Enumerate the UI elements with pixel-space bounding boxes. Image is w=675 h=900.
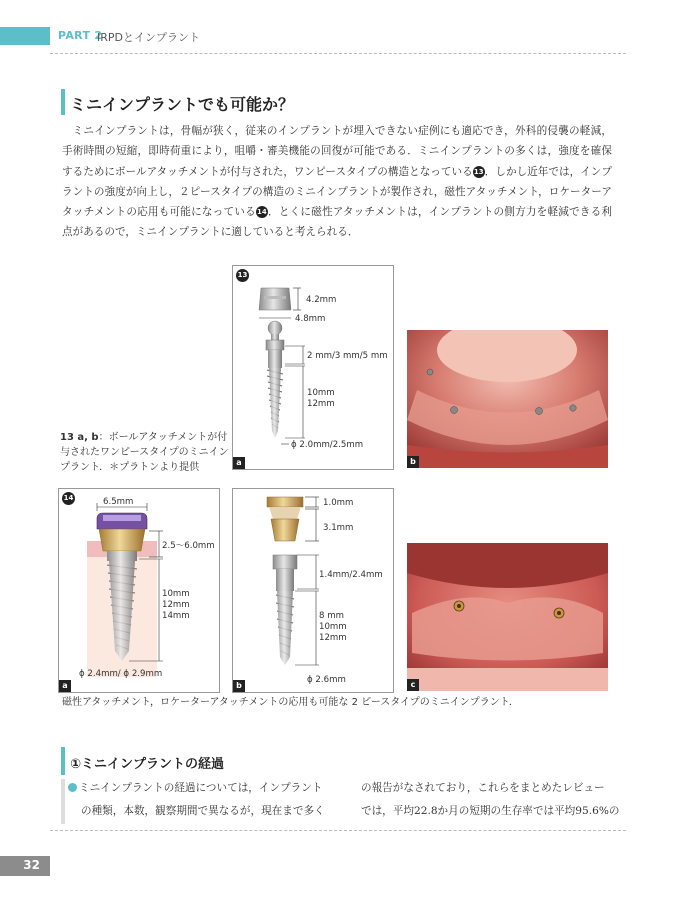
- dim-label: 6.5mm: [103, 497, 134, 507]
- dim-label: 1.0mm: [323, 498, 354, 508]
- caption-ref: 13 a, b: [60, 432, 99, 443]
- column-right-line: の報告がなされており，これらをまとめたレビュー: [361, 782, 605, 794]
- dim-label: 12mm: [319, 633, 347, 643]
- dim-label: 2.5〜6.0mm: [162, 541, 215, 551]
- body-text-part1: ミニインプラントは，骨幅が狭く，従来のインプラントが埋入できない症例にも適応でき，外科的侵襲の軽減，手術時間の短縮，即時荷重により，咀嚼・審美機能の回復が可能である．ミニインプラントの多くは，強度を確保するためにボールアタッチメントが付与された，ワンピースタイプの構造となっている: [62, 125, 612, 178]
- dim-label: 2 mm/3 mm/5 mm: [307, 351, 388, 361]
- body-text-part3: ．とくに磁性アタッチメントは，インプラントの側方力を軽減できる利点があるので，ミニインプラントに適していると考えられる．: [62, 206, 612, 239]
- header-divider: [50, 53, 626, 54]
- panel-letter: b: [233, 680, 245, 692]
- dim-label: 1.4mm/2.4mm: [319, 570, 383, 580]
- implant-locator-illustration: [233, 489, 393, 692]
- header-accent-bar: [0, 27, 50, 45]
- implant-magnet-illustration: [59, 489, 219, 692]
- figure-number-badge: 14: [62, 492, 75, 505]
- body-text-part2: ．しかし近年では，インプラントの強度が向上し，２ピースタイプの構造のミニインプラントが製作され，磁性アタッチメント，ロケーターアタッチメントの応用も可能になっている: [62, 165, 612, 219]
- dim-label: 10mm: [162, 589, 190, 599]
- dim-label: 4.2mm: [306, 295, 337, 305]
- subsection-title: ①ミニインプラントの経過: [70, 757, 225, 772]
- dim-label: ϕ 2.6mm: [307, 675, 346, 685]
- panel-letter: c: [407, 679, 419, 691]
- page-number: 32: [23, 858, 40, 872]
- dim-label: 12mm: [162, 600, 190, 610]
- panel-letter: a: [59, 680, 71, 692]
- bullet-dot-icon: [68, 783, 77, 792]
- column-left: [68, 777, 348, 823]
- dim-label: 3.1mm: [323, 523, 354, 533]
- figure-number-badge: 13: [236, 269, 249, 282]
- figure-13a-diagram: [232, 265, 394, 470]
- dim-label: 4.8mm: [295, 314, 326, 324]
- column-left-line: の種類，本数，観察期間で異なるが，現在まで多く: [81, 805, 325, 817]
- dim-label: 14mm: [162, 611, 190, 621]
- caption-text: ：ボールアタッチメントが付与されたワンピースタイプのミニインプラント．＊プラトンより提供: [60, 432, 229, 473]
- section-title: ミニインプラントでも可能か？: [70, 95, 295, 114]
- dim-label: ϕ 2.4mm/ ϕ 2.9mm: [79, 669, 163, 679]
- panel-letter: a: [233, 457, 245, 469]
- figure-14c-photo: [407, 543, 608, 691]
- mandible-photo-ball-implants: [407, 330, 608, 468]
- figure-13-caption: [60, 430, 230, 475]
- figure-14b-diagram: [232, 488, 394, 693]
- mandible-photo-locator-implants: [407, 543, 608, 691]
- figure-14-caption: 磁性アタッチメント，ロケーターアタッチメントの応用も可能な 2 ピースタイプのミニインプラント．: [62, 697, 519, 708]
- subsection-title-bar: [61, 747, 65, 775]
- dim-label: 12mm: [307, 399, 335, 409]
- panel-letter: b: [407, 456, 419, 468]
- dim-label: 10mm: [319, 622, 347, 632]
- section-title-bar: [61, 89, 65, 115]
- dim-label: 8 mm: [319, 611, 344, 621]
- figure-14a-diagram: [58, 488, 220, 693]
- column-left-line: ミニインプラントの経過については，インプラント: [68, 777, 348, 800]
- figure-ref-13: 13: [473, 167, 484, 176]
- column-right: [361, 777, 621, 823]
- footer-divider: [50, 830, 626, 831]
- figure-ref-14: 14: [256, 208, 267, 217]
- subsection-side-rule: [61, 779, 65, 824]
- dim-label: ϕ 2.0mm/2.5mm: [291, 440, 364, 450]
- figure-13b-photo: [407, 330, 608, 468]
- header-chapter-title: IRPDとインプラント: [97, 31, 200, 44]
- body-paragraph: [62, 121, 612, 243]
- dim-label: 10mm: [307, 388, 335, 398]
- header-part-label: PART 2: [58, 29, 103, 42]
- column-right-line: では，平均22.8か月の短期の生存率では平均95.6%の: [361, 805, 620, 817]
